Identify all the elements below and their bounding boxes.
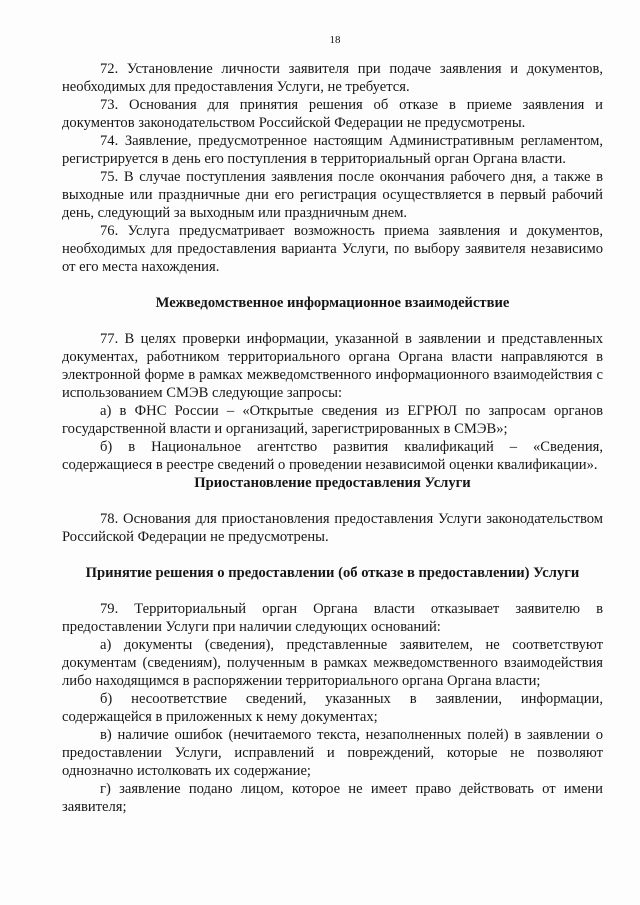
spacer bbox=[62, 492, 603, 510]
paragraph-77-b: б) в Национальное агентство развития квалификаций – «Сведения, содержащиеся в реестре сведений о проведении независимой оценки квалификации». bbox=[62, 439, 603, 473]
paragraph-79-v: в) наличие ошибок (нечитаемого текста, незаполненных полей) в заявлении о предоставлении Услуги, исправлений и повреждений, которые не позволяют однозначно истолковать их содержание; bbox=[62, 727, 603, 779]
page-number: 18 bbox=[329, 34, 341, 46]
section-heading-decision: Принятие решения о предоставлении (об отказе в предоставлении) Услуги bbox=[85, 565, 580, 581]
spacer bbox=[62, 312, 603, 330]
spacer bbox=[62, 546, 603, 564]
spacer bbox=[62, 276, 603, 294]
section-heading-interagency: Межведомственное информационное взаимодействие bbox=[155, 295, 510, 311]
paragraph-72: 72. Установление личности заявителя при подаче заявления и документов, необходимых для предоставления Услуги, не требуется. bbox=[62, 61, 603, 95]
paragraph-79: 79. Территориальный орган Органа власти отказывает заявителю в предоставлении Услуги при наличии следующих оснований: bbox=[62, 601, 603, 635]
paragraph-79-a: а) документы (сведения), представленные заявителем, не соответствуют документам (сведениям), полученным в рамках межведомственного взаимодействия либо находящимся в распоряжении территориального органа Органа власти; bbox=[62, 637, 603, 689]
document-body bbox=[62, 60, 603, 816]
paragraph-79-g: г) заявление подано лицом, которое не имеет право действовать от имени заявителя; bbox=[62, 781, 603, 815]
paragraph-77-a: а) в ФНС России – «Открытые сведения из ЕГРЮЛ по запросам органов государственной власти и организаций, зарегистрированных в СМЭВ»; bbox=[62, 403, 603, 437]
section-heading-suspension: Приостановление предоставления Услуги bbox=[194, 475, 471, 491]
paragraph-73: 73. Основания для принятия решения об отказе в приеме заявления и документов законодательством Российской Федерации не предусмотрены. bbox=[62, 97, 603, 131]
paragraph-77: 77. В целях проверки информации, указанной в заявлении и представленных документах, работником территориального органа Органа власти направляются в электронной форме в рамках межведомственного информационного взаимодействия с использованием СМЭВ следующие запросы: bbox=[62, 331, 603, 401]
paragraph-74: 74. Заявление, предусмотренное настоящим Административным регламентом, регистрируется в день его поступления в территориальный орган Органа власти. bbox=[62, 133, 603, 167]
paragraph-76: 76. Услуга предусматривает возможность приема заявления и документов, необходимых для предоставления варианта Услуги, по выбору заявителя независимо от его места нахождения. bbox=[62, 223, 603, 275]
paragraph-78: 78. Основания для приостановления предоставления Услуги законодательством Российской Федерации не предусмотрены. bbox=[62, 511, 603, 545]
paragraph-75: 75. В случае поступления заявления после окончания рабочего дня, а также в выходные или праздничные дни его регистрация осуществляется в первый рабочий день, следующий за выходным или праздничным днем. bbox=[62, 169, 603, 221]
paragraph-79-b: б) несоответствие сведений, указанных в заявлении, информации, содержащейся в приложенных к нему документах; bbox=[62, 691, 603, 725]
spacer bbox=[62, 582, 603, 600]
